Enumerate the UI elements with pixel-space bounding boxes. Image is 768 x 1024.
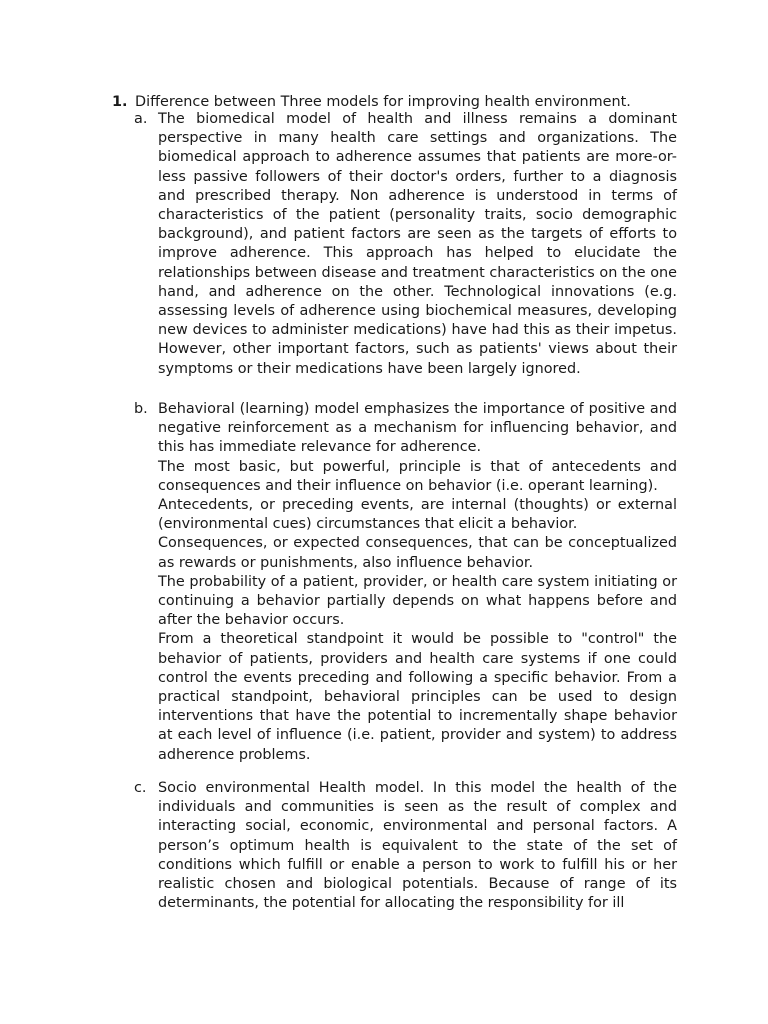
- list-marker: c.: [134, 780, 147, 796]
- paragraph: Behavioral (learning) model emphasizes the importance of positive and negative reinforcement as a mechanism for influencing behavior, and this has immediate relevance for adherence.: [158, 401, 677, 456]
- list-item-c: [134, 779, 677, 919]
- paragraph: The probability of a patient, provider, or health care system initiating or continuing a behavior partially depends on what happens before and after the behavior occurs.: [158, 573, 677, 629]
- list-marker: b.: [134, 401, 148, 417]
- question-number: 1.: [112, 94, 128, 110]
- paragraph: Antecedents, or preceding events, are internal (thoughts) or external (environmental cues) circumstances that elicit a behavior.: [158, 497, 677, 533]
- paragraph: The most basic, but powerful, principle is that of antecedents and consequences and their influence on behavior (i.e. operant learning).: [158, 458, 677, 494]
- paragraph: Consequences, or expected consequences, that can be conceptualized as rewards or punishments, also influence behavior.: [158, 535, 677, 571]
- list-item-b: [134, 400, 677, 765]
- paragraph: From a theoretical standpoint it would be possible to "control" the behavior of patients, providers and health care systems if one could control the events preceding and following a specific behavior. From a practical standpoint, behavioral principles can be used to design interventions that have the potential to incrementally shape behavior at each level of influence (i.e. patient, provider and system) to address adherence problems.: [158, 631, 677, 763]
- paragraph: The biomedical model of health and illness remains a dominant perspective in many health care settings and organizations. The biomedical approach to adherence assumes that patients are more-or-less passive followers of their doctor's orders, further to a diagnosis and prescribed therapy. Non adherence is understood in terms of characteristics of the patient (personality traits, socio demographic background), and patient factors are seen as the targets of efforts to improve adherence. This approach has helped to elucidate the relationships between disease and treatment characteristics on the one hand, and adherence on the other. Technological innovations (e.g. assessing levels of adherence using biochemical measures, developing new devices to administer medications) have had this as their impetus. However, other important factors, such as patients' views about their symptoms or their medications have been largely ignored.: [158, 111, 677, 377]
- list-item-a: [134, 110, 677, 379]
- paragraph: Socio environmental Health model. In this model the health of the individuals and communities is seen as the result of complex and interacting social, economic, environmental and personal factors. A person’s optimum health is equivalent to the state of the set of conditions which fulfill or enable a person to work to fulfill his or her realistic chosen and biological potentials. Because of range of its determinants, the potential for allocating the responsibility for ill: [158, 780, 677, 912]
- list-marker: a.: [134, 111, 148, 127]
- question-title: Difference between Three models for improving health environment.: [135, 94, 631, 110]
